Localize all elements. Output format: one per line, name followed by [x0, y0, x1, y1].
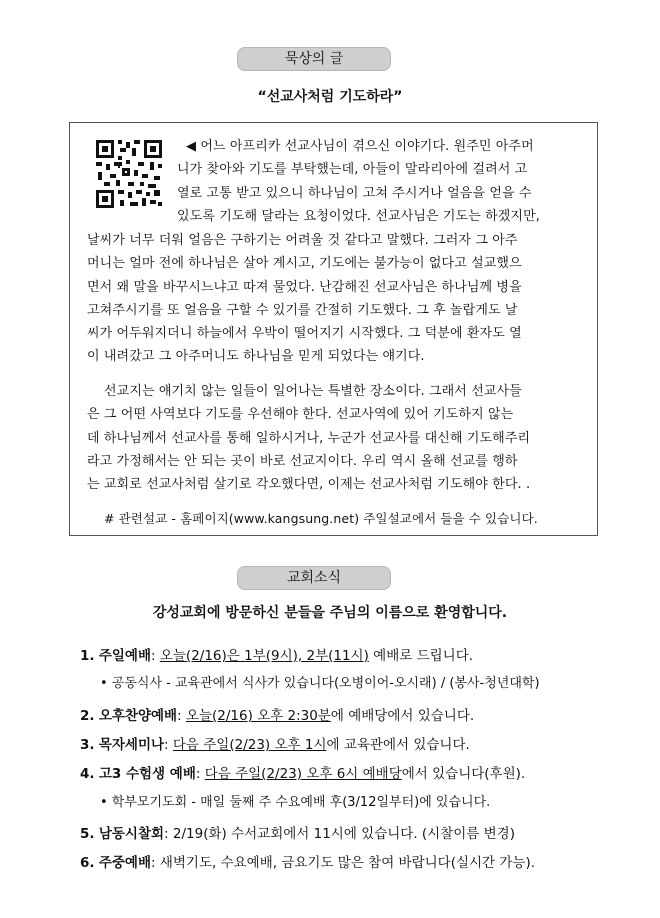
news-item: 4. 고3 수험생 예배: 다음 주일(2/23) 오후 6시 예배당에서 있습니다(후원). — [80, 766, 526, 782]
news-item: 3. 목자세미나: 다음 주일(2/23) 오후 1시에 교육관에서 있습니다. — [80, 737, 470, 753]
meditation-line: 머니는 얼마 전에 하나님은 살아 계시고, 기도에는 불가능이 없다고 설교했으 — [87, 256, 522, 271]
meditation-line: 있도록 기도해 달라는 요청이었다. 선교사님은 기도는 하겠지만, — [177, 209, 540, 224]
meditation-line: 날씨가 너무 더워 얼음은 구하기는 어려울 것 같다고 말했다. 그러자 그 아주 — [87, 233, 518, 248]
news-item: 1. 주일예배: 오늘(2/16)은 1부(9시), 2부(11시) 예배로 드립니다. — [80, 648, 474, 664]
news-subitem: • 학부모기도회 - 매일 둘째 주 수요예배 후(3/12일부터)에 있습니다. — [100, 795, 491, 810]
meditation-line: 은 그 어떤 사역보다 기도를 우선해야 한다. 선교사역에 있어 기도하지 않는 — [87, 407, 514, 422]
meditation-line: ◀ 어느 아프리카 선교사님이 겪으신 이야기다. 원주민 아주머 — [186, 139, 534, 154]
meditation-title: “선교사처럼 기도하라” — [257, 89, 403, 105]
sermon-link-note: # 관련설교 - 홈페이지(www.kangsung.net) 주일설교에서 들을 수 있습니다. — [104, 511, 538, 526]
news-header: 교회소식 — [237, 566, 391, 590]
meditation-line: 는 교회로 선교사처럼 살기로 각오했다면, 이제는 선교사처럼 기도해야 한다. . — [87, 477, 531, 492]
meditation-line: 고쳐주시기를 또 얼음을 구할 수 있기를 간절히 기도했다. 그 후 놀랍게도 날 — [87, 303, 518, 318]
news-item: 5. 남동시찰회: 2/19(화) 수서교회에서 11시에 있습니다. (시찰이름 변경) — [80, 826, 515, 842]
meditation-line: 면서 왜 말을 바꾸시느냐고 따져 물었다. 난감해진 선교사님은 하나님께 병을 — [87, 280, 522, 295]
meditation-line: 라고 가정해서는 안 되는 곳이 바로 선교지이다. 우리 역시 올해 선교를 행하 — [87, 454, 518, 469]
news-item: 6. 주중예배: 새벽기도, 수요예배, 금요기도 많은 참여 바랍니다(실시간 가능). — [80, 855, 536, 871]
meditation-line: 열로 고통 받고 있으니 하나님이 고쳐 주시거나 얼음을 얻을 수 — [177, 186, 532, 201]
meditation-header: 묵상의 글 — [237, 47, 391, 71]
qr-code-icon[interactable] — [94, 138, 164, 210]
welcome-message: 강성교회에 방문하신 분들을 주님의 이름으로 환영합니다. — [152, 605, 508, 621]
news-subitem: • 공동식사 - 교육관에서 식사가 있습니다(오병이어-오시래) / (봉사-청년대학) — [100, 676, 540, 691]
meditation-line: 선교지는 얘기치 않는 일들이 일어나는 특별한 장소이다. 그래서 선교사들 — [104, 384, 522, 399]
meditation-line: 니가 찾아와 기도를 부탁했는데, 아들이 말라리아에 걸려서 고 — [177, 162, 528, 177]
meditation-line: 이 내려갔고 그 아주머니도 하나님을 믿게 되었다는 얘기다. — [87, 349, 425, 364]
meditation-line: 데 하나님께서 선교사를 통해 일하시거나, 누군가 선교사를 대신해 기도해주리 — [87, 431, 531, 446]
news-item: 2. 오후찬양예배: 오늘(2/16) 오후 2:30분에 예배당에서 있습니다. — [80, 708, 475, 724]
meditation-line: 씨가 어두워지더니 하늘에서 우박이 떨어지기 시작했다. 그 덕분에 환자도 열 — [87, 326, 522, 341]
